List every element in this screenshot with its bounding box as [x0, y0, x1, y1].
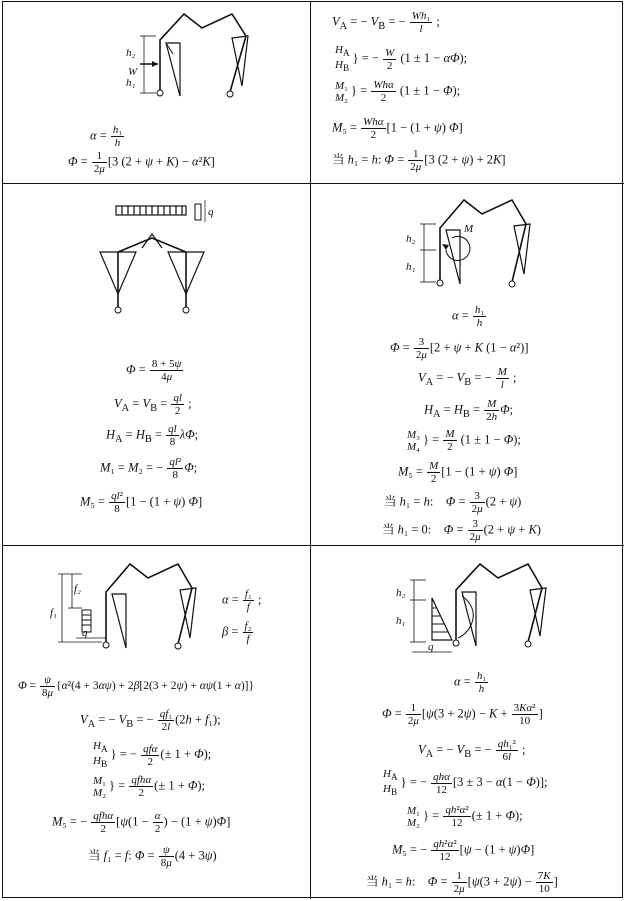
label-h1: h₁: [406, 261, 416, 273]
c5-line-1: Φ = $\frac{\psi}{8\mu}$ {α²(4 + 3αψ) + 2β[2(3 + 2ψ) + αψ(1 + α)]}: [18, 674, 255, 699]
c4-line-2: Φ = $\frac{3}{2\mu}$ [2 + ψ + K (1 − α²)]: [390, 336, 529, 361]
c5-side-beta: β = $\frac{\text{f₂}}{f}$: [222, 620, 252, 645]
c6-line-4: $H_A$ $H_B$ } = − $\frac{\text{qhα}}{12}$ [3 ± 3 − α(1 − Φ)];: [383, 768, 548, 798]
label-h2: h₂: [396, 587, 406, 599]
label-M: M: [464, 223, 474, 235]
c6-line-6: M₅ = − $\frac{\text{qh²α²}}{12}$ [ψ − (1 + ψ)Φ]: [392, 838, 535, 863]
c3-line-4: M₁ = M₂ = − $\frac{\text{ql²}}{8}$ Φ;: [100, 456, 198, 481]
label-f1: f₁: [50, 607, 57, 619]
c4-line-5: M₃ M₄ } = $\frac{M}{2}$ (1 ± 1 − Φ);: [407, 428, 521, 453]
c5-line-4: M₁ M₂ } = $\frac{\text{qfhα}}{2}$ (± 1 + Φ);: [93, 774, 206, 799]
frame-diagram-horizontal-load: [100, 8, 280, 113]
label-h1: h₁: [126, 77, 136, 89]
c3-line-5: M₅ = $\frac{\text{ql²}}{8}$ [1 − (1 + ψ) Φ]: [80, 490, 203, 515]
frame-diagram-moment-load: [400, 190, 550, 305]
c6-line-5: M₁ M₂ } = $\frac{\text{qh²α²}}{12}$ (± 1 + Φ);: [407, 804, 523, 829]
c5-line-5: M₅ = − $\frac{\text{qfhα}}{2}$ [ψ(1 − $\frac{\alpha}{2}$ ) − (1 + ψ)Φ]: [52, 810, 231, 835]
c4-line-1: α = $\frac{\text{h₁}}{h}$: [452, 304, 485, 329]
label-q: q: [208, 206, 214, 218]
c2-line-4: M₅ = $\frac{\text{Whα}}{2}$ [1 − (1 + ψ) Φ]: [332, 116, 463, 141]
c5-line-2: $V_A$ = − $V_B$ = − $\frac{\text{qf₁}}{2l}$ (2h + f₁);: [80, 708, 221, 733]
c6-line-3: $V_A$ = − $V_B$ = − $\frac{\text{qh₁²}}{6l}$ ;: [418, 738, 526, 763]
label-h2: h₂: [406, 233, 416, 245]
c2-line-3: M₁ M₂ } = $\frac{\text{Whα}}{2}$ (1 ± 1 − Φ);: [335, 79, 461, 104]
c3-line-3: $H_A = H_B$ = $\frac{ql}{8}$ λΦ;: [106, 423, 199, 448]
c6-line-7: 当 h₁ = h: Φ = $\frac{1}{2\mu}$ [ψ(3 + 2ψ) − $\frac{7K}{10}$ ]: [366, 870, 558, 895]
label-q: q: [428, 641, 434, 653]
label-W: W: [128, 66, 138, 78]
c5-line-3: $H_A$ $H_B$ } = − $\frac{\text{qfα}}{2}$ (± 1 + Φ);: [93, 740, 212, 770]
c4-line-7: 当 h₁ = h: Φ = $\frac{3}{2\mu}$ (2 + ψ): [384, 490, 522, 515]
c5-side-alpha: α = $\frac{\text{f₁}}{f}$ ;: [222, 588, 262, 613]
c5-line-6: 当 f₁ = f: Φ = $\frac{\psi}{8\mu}$ (4 + 3ψ): [88, 844, 217, 869]
frame-diagram-uniform-load: [96, 196, 236, 329]
row-divider-2: [2, 545, 624, 546]
label-h1: h₁: [396, 615, 406, 627]
c2-line-1: $V_A$ = − $V_B$ = − $\frac{\text{Wh₁}}{l}$ ;: [332, 10, 440, 35]
c3-line-1: Φ = $\frac{8 + 5\psi}{4\mu}$: [126, 358, 182, 383]
c1-line-2: Φ = $\frac{1}{2\mu}$ [3 (2 + ψ + K) − α²K]: [68, 150, 215, 175]
c2-line-2: $H_A$ $H_B$ } = − $\frac{W}{2}$ (1 ± 1 − αΦ);: [335, 44, 468, 74]
c2-line-5: 当 h₁ = h: Φ = $\frac{1}{2\mu}$ [3 (2 + ψ) + 2K]: [332, 148, 506, 173]
column-divider: [310, 1, 311, 899]
row-divider-1: [2, 183, 624, 184]
frame-diagram-partial-load: [52, 556, 202, 661]
frame-diagram-triangular-load: [392, 560, 552, 665]
label-q: q: [82, 627, 88, 639]
c4-line-3: $V_A$ = − $V_B$ = − $\frac{M}{l}$ ;: [418, 366, 517, 391]
c6-line-1: α = $\frac{\text{h₁}}{h}$: [454, 670, 487, 695]
label-h2: h₂: [126, 47, 136, 59]
c4-line-4: $H_A = H_B$ = $\frac{M}{2h}$ Φ;: [424, 398, 514, 423]
label-f2: f₂: [74, 583, 81, 595]
c4-line-8: 当 h₁ = 0: Φ = $\frac{3}{2\mu}$ (2 + ψ + K): [382, 518, 541, 543]
c4-line-6: M₅ = $\frac{M}{2}$ [1 − (1 + ψ) Φ]: [398, 460, 518, 485]
c6-line-2: Φ = $\frac{1}{2\mu}$ [ψ(3 + 2ψ) − K + $\frac{\text{3Kα²}}{10}$ ]: [382, 702, 543, 727]
c3-line-2: $V_A = V_B$ = $\frac{ql}{2}$ ;: [114, 392, 192, 417]
c1-line-1: α = $\frac{\text{h₁}}{h}$: [90, 124, 123, 149]
